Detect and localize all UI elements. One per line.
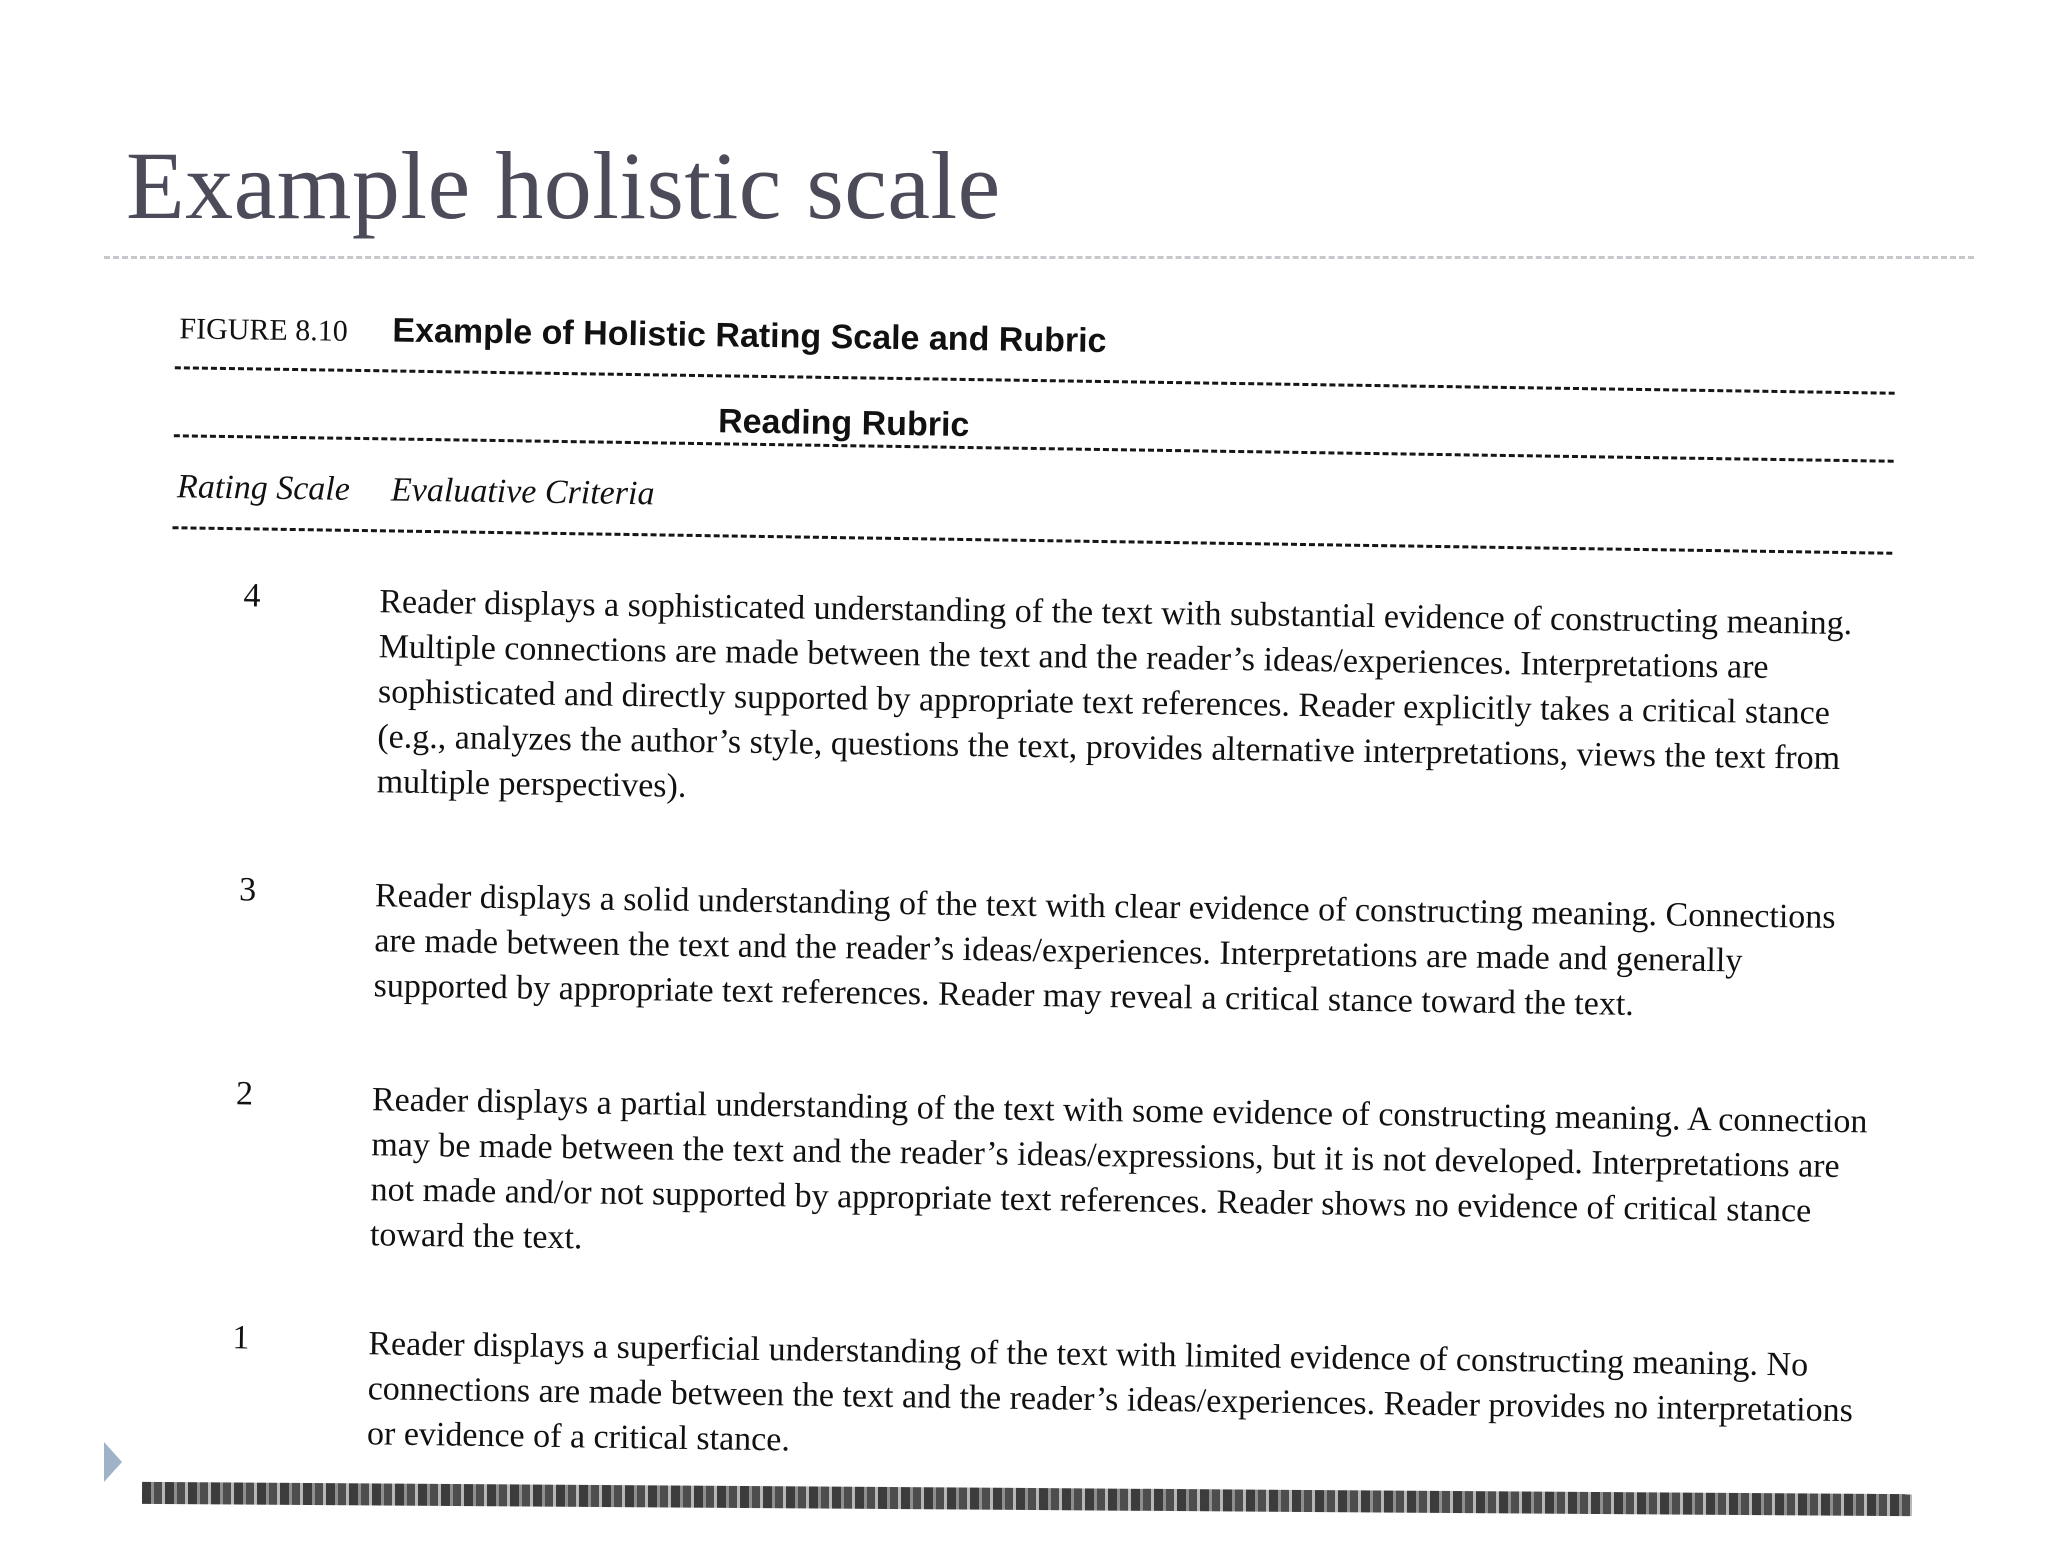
rating-score: 1 [232, 1319, 250, 1357]
rating-score: 2 [235, 1075, 254, 1113]
slide-title: Example holistic scale [126, 132, 1001, 239]
header-rule [172, 526, 1892, 555]
rating-score: 4 [243, 577, 261, 615]
rating-row-3 [151, 870, 1891, 1023]
title-divider [104, 256, 1974, 259]
figure-top-rule [175, 366, 1895, 395]
rating-criteria-text: Reader displays a sophisticated understanding of the text with substantial evidence of constructing meaning. Multiple connections are made between the text and the reader’s ideas/experiences. Interpretations are sophisticated and directly supported by appropriate text references. Reader explicitly takes a critical stance (e.g., analyzes the author’s style, questions the text, provides alternative interpretations, views the text from multiple perspectives). [376, 583, 1853, 805]
rating-row-2 [148, 1074, 1888, 1257]
figure-number: FIGURE 8.10 [179, 312, 348, 348]
figure-title: Example of Holistic Rating Scale and Rubric [392, 311, 1107, 361]
rubric-title-rule [174, 434, 1894, 463]
column-header-rating-scale: Rating Scale [176, 468, 351, 508]
scanned-figure [142, 290, 1900, 1562]
figure-caption [179, 308, 1107, 361]
rubric-title: Reading Rubric [717, 402, 970, 445]
rating-criteria-text: Reader displays a superficial understanding of the text with limited evidence of constructing meaning. No connections are made between the text and the reader’s ideas/experiences. Reader provides no interpretations or evidence of a critical stance. [366, 1325, 1854, 1459]
rating-criteria-text: Reader displays a solid understanding of the text with clear evidence of constructing meaning. Connections are made between the text and the reader’s ideas/experiences. Interpretations are made and generally supported by appropriate text references. Reader may reveal a critical stance toward the text. [373, 877, 1836, 1023]
rating-row-4 [156, 576, 1896, 805]
triangle-right-icon [104, 1442, 122, 1482]
rating-score: 3 [238, 871, 257, 909]
rating-row-1 [145, 1318, 1885, 1459]
column-header-evaluative-criteria: Evaluative Criteria [390, 471, 655, 513]
rating-criteria-text: Reader displays a partial understanding of the text with some evidence of constructing meaning. A connection may be made between the text and the reader’s ideas/expressions, but it is not developed. Interpretations are not made and/or not supported by appropriate text references. Reader shows no evidence of critical stance toward the text. [369, 1081, 1868, 1257]
